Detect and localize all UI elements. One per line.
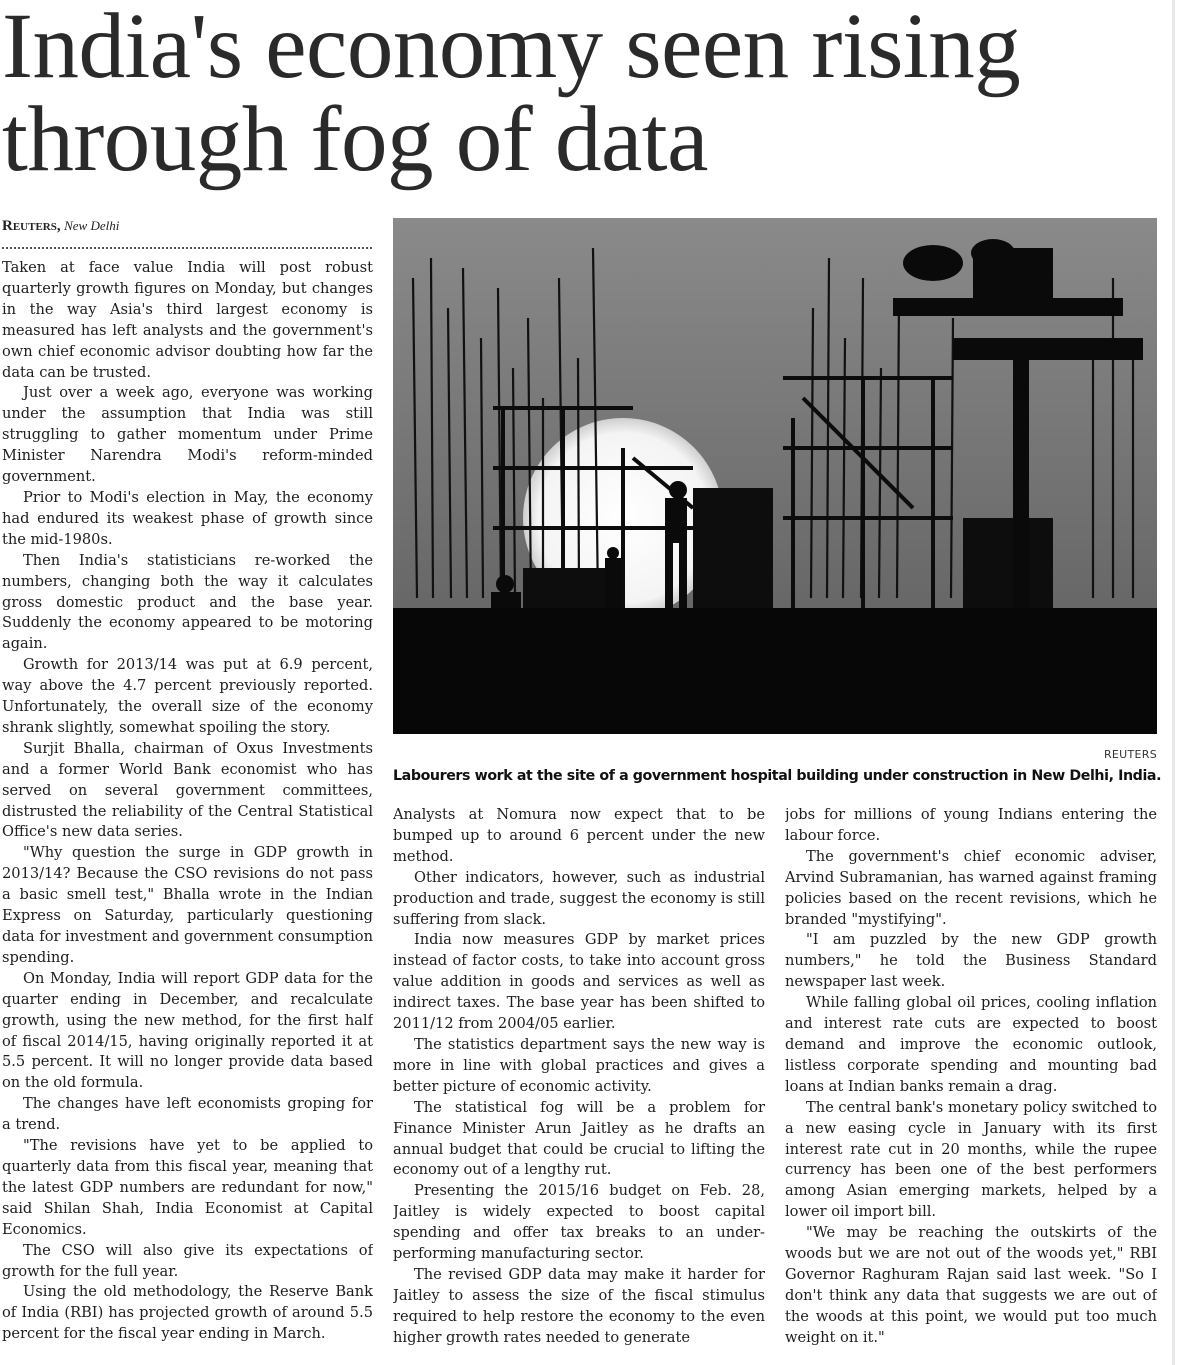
article-paragraph: "The revisions have yet to be applied to quarterly data from this fiscal year, meaning that the latest GDP numbers are redundant for now," said Shilan Shah, India Economist at Capital Economics. (2, 1137, 373, 1238)
photo-credit: REUTERS (1103, 748, 1157, 761)
headline-line-2: through fog of data (2, 88, 708, 191)
article-paragraph: Analysts at Nomura now expect that to be bumped up to around 6 percent under the new method. (393, 806, 765, 865)
article-paragraph: Taken at face value India will post robust quarterly growth figures on Monday, but changes in the way Asia's third largest economy is measured has left analysts and the government's own chief economic advisor doubting how far the data can be trusted. (2, 259, 373, 381)
headline (2, 0, 1172, 191)
article-paragraph: The changes have left economists groping for a trend. (2, 1095, 373, 1134)
photo-caption: Labourers work at the site of a government hospital building under construction in New Delhi, India. (393, 768, 1162, 784)
article-paragraph: On Monday, India will report GDP data for the quarter ending in December, and recalculate growth, using the new method, for the first half of fiscal 2014/15, having originally reported it at 5.5 percent. It will no longer provide data based on the old formula. (2, 969, 373, 1092)
article-paragraph: jobs for millions of young Indians entering the labour force. (785, 806, 1157, 844)
article-paragraph: While falling global oil prices, cooling inflation and interest rate cuts are expected to boost demand and improve the economic outlook, listless corporate spending and mounting bad loans at Indian banks remain a drag. (785, 994, 1157, 1095)
article-paragraph: The revised GDP data may make it harder for Jaitley to assess the size of the fiscal stimulus required to help restore the economy to the even higher growth rates needed to generate (393, 1265, 765, 1346)
article-paragraph: Other indicators, however, such as industrial production and trade, suggest the economy is still suffering from slack. (393, 868, 765, 928)
article-paragraph: The CSO will also give its expectations of growth for the full year. (2, 1241, 373, 1280)
byline-agency: Reuters, (2, 218, 61, 234)
page-edge (1172, 0, 1175, 1365)
article-paragraph: Surjit Bhalla, chairman of Oxus Investments and a former World Bank economist who has served on several government committees, distrusted the reliability of the Central Statistical Office's new data series. (2, 739, 373, 841)
article-paragraph: Just over a week ago, everyone was working under the assumption that India was still struggling to gather momentum under Prime Minister Narendra Modi's reform-minded government. (2, 384, 373, 486)
headline-line-1: India's economy seen rising (2, 0, 1021, 98)
article-paragraph: Then India's statisticians re-worked the numbers, changing both the way it calculates gross domestic product and the base year. Suddenly the economy appeared to be motoring again. (2, 551, 373, 653)
byline-divider (2, 247, 372, 249)
article-paragraph: The government's chief economic adviser, Arvind Subramanian, has warned against framing policies based on the recent revisions, which he branded "mystifying". (785, 847, 1157, 928)
article-paragraph: Using the old methodology, the Reserve Bank of India (RBI) has projected growth of around 5.5 percent for the fiscal year ending in March. (2, 1283, 373, 1343)
news-photo (393, 218, 1157, 734)
article-paragraph: The central bank's monetary policy switched to a new easing cycle in January with its first interest rate cut in 20 months, while the rupee currency has been one of the best performers among Asian emerging markets, helped by a lower oil import bill. (785, 1098, 1157, 1221)
article-paragraph: The statistics department says the new way is more in line with global practices and gives a better picture of economic activity. (393, 1035, 765, 1095)
article-paragraph: India now measures GDP by market prices instead of factor costs, to take into account gross value addition in goods and services as well as indirect taxes. The base year has been shifted to 2011/12 from 2004/05 earlier. (393, 931, 765, 1033)
article-column-3 (785, 805, 1157, 1360)
article-paragraph: Presenting the 2015/16 budget on Feb. 28, Jaitley is widely expected to boost capital spending and offer tax breaks to an under-performing manufacturing sector. (393, 1182, 765, 1263)
article-paragraph: "Why question the surge in GDP growth in 2013/14? Because the CSO revisions do not pass a basic smell test," Bhalla wrote in the Indian Express on Saturday, particularly questioning data for investment and government consumption spending. (2, 844, 373, 966)
article-column-2 (393, 805, 765, 1360)
article-paragraph: "We may be reaching the outskirts of the woods but we are not out of the woods yet," RBI Governor Raghuram Rajan said last week. "So I don't think any data that suggests we are out of the woods at this point, we would put too much weight on it." (785, 1224, 1157, 1346)
article-column-1 (2, 258, 373, 1358)
byline (2, 218, 372, 235)
article-paragraph: Growth for 2013/14 was put at 6.9 percent, way above the 4.7 percent previously reported. Unfortunately, the overall size of the economy shrank slightly, somewhat spoiling the story. (2, 656, 373, 736)
article-paragraph: The statistical fog will be a problem for Finance Minister Arun Jaitley as he drafts an annual budget that could be crucial to lifting the economy out of a lengthy rut. (393, 1098, 765, 1179)
construction-silhouette-image (393, 218, 1157, 734)
article-paragraph: "I am puzzled by the new GDP growth numbers," he told the Business Standard newspaper last week. (785, 931, 1157, 991)
article-paragraph: Prior to Modi's election in May, the economy had endured its weakest phase of growth since the mid-1980s. (2, 488, 373, 548)
byline-dateline: New Delhi (64, 218, 120, 233)
